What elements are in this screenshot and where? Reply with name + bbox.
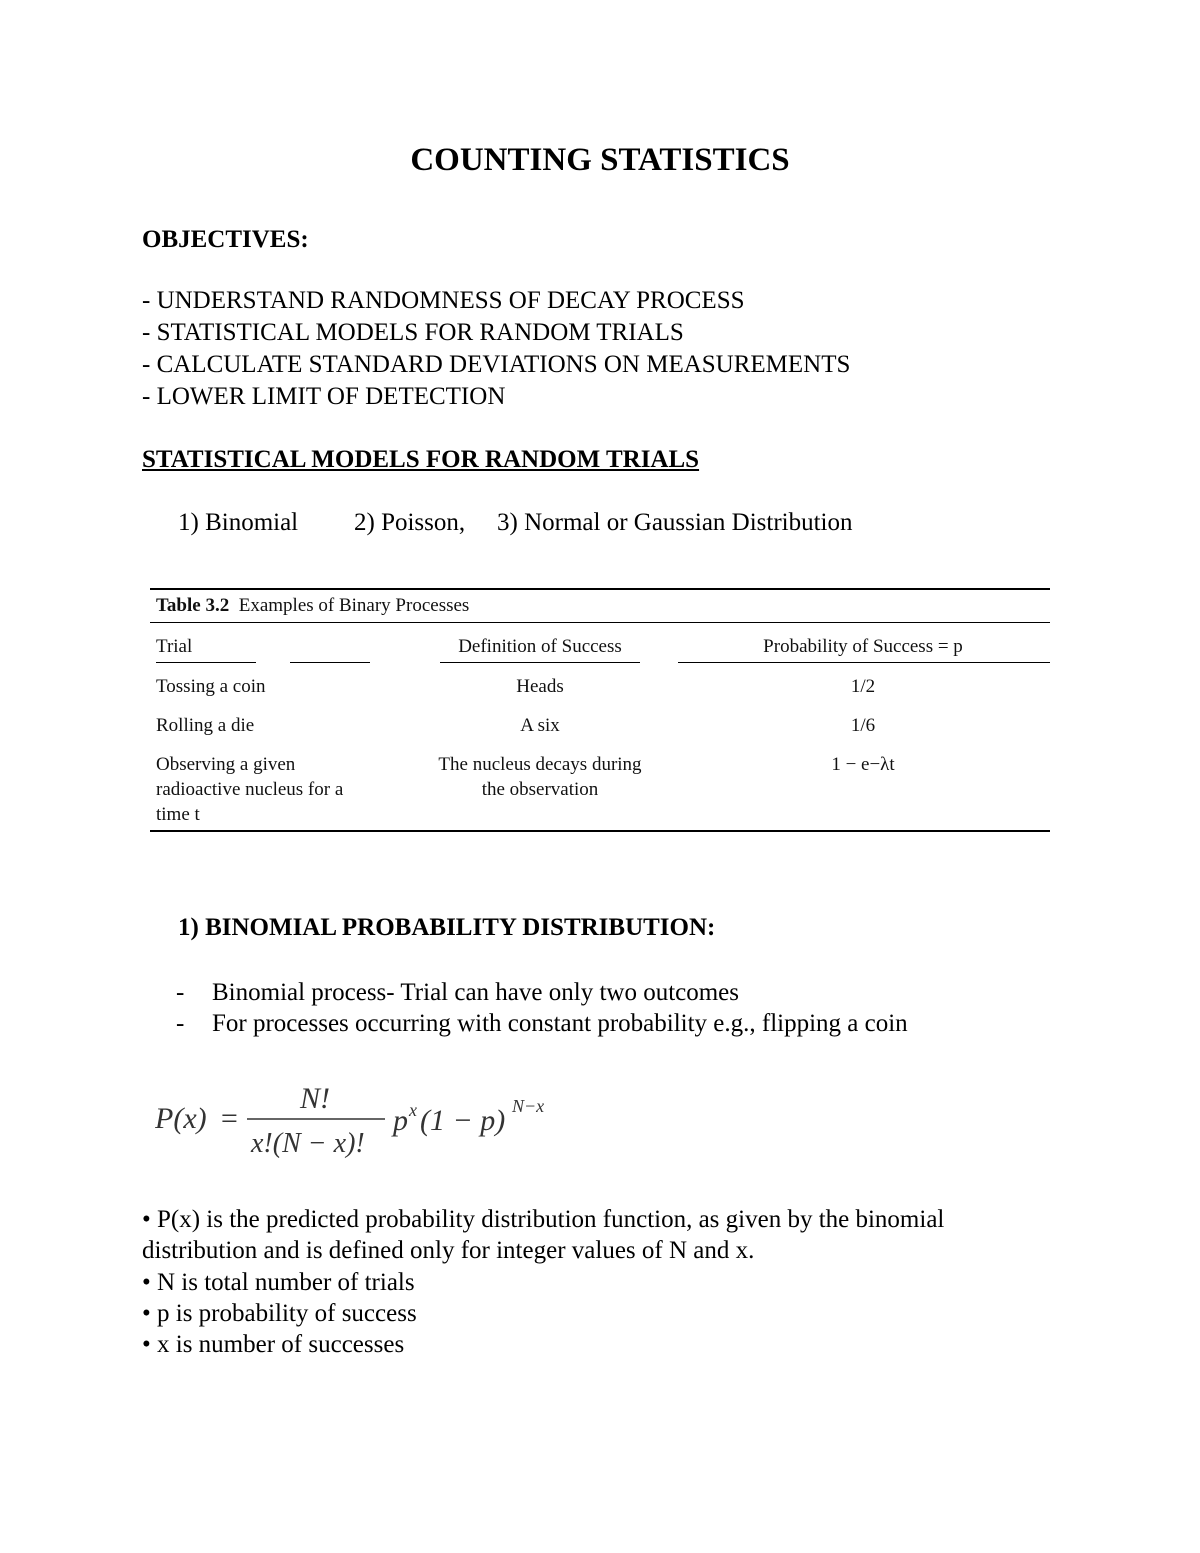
section-heading-models: STATISTICAL MODELS FOR RANDOM TRIALS bbox=[142, 446, 700, 473]
objective-item: - CALCULATE STANDARD DEVIATIONS ON MEASUREMENTS bbox=[142, 351, 851, 378]
binomial-point: - Binomial process- Trial can have only two outcomes bbox=[176, 979, 740, 1006]
document-title: COUNTING STATISTICS bbox=[410, 142, 790, 178]
objective-item: - UNDERSTAND RANDOMNESS OF DECAY PROCESS bbox=[142, 287, 745, 314]
table-caption-text: Examples of Binary Processes bbox=[238, 595, 470, 616]
header-underline bbox=[440, 662, 640, 663]
table-cell: Observing a given radioactive nucleus for a time t bbox=[156, 754, 344, 825]
table-header-trial: Trial bbox=[156, 636, 193, 657]
formula-denominator: x!(N − x)! bbox=[251, 1128, 365, 1159]
table-cell: 1/6 bbox=[850, 715, 876, 736]
distribution-list bbox=[178, 507, 853, 539]
definition-paragraph: • P(x) is the predicted probability distribution function, as given by the binomial distribution and is defined only for integer values of N and x. bbox=[142, 1206, 945, 1264]
formula-paren: (1 − p) bbox=[420, 1104, 506, 1137]
binomial-point-text: Binomial process- Trial can have only two outcomes bbox=[212, 979, 740, 1006]
distribution-item: 1) Binomial bbox=[178, 509, 299, 536]
distribution-item: 3) Normal or Gaussian Distribution bbox=[497, 509, 853, 536]
objectives-heading: OBJECTIVES: bbox=[142, 226, 309, 253]
objective-item: - LOWER LIMIT OF DETECTION bbox=[142, 383, 506, 410]
definition-item: • N is total number of trials bbox=[142, 1269, 415, 1296]
definition-item: • x is number of successes bbox=[142, 1331, 405, 1358]
formula-svg bbox=[155, 1082, 575, 1162]
table-cell: Heads bbox=[516, 676, 564, 697]
table-cell: Tossing a coin bbox=[156, 676, 266, 697]
table-cell: Rolling a die bbox=[156, 715, 255, 736]
formula-paren-exp: N−x bbox=[512, 1096, 545, 1116]
header-underline bbox=[290, 662, 370, 663]
table-cell: 1/2 bbox=[850, 676, 876, 697]
table-rule bbox=[150, 830, 1050, 832]
table-caption bbox=[156, 595, 469, 617]
formula-factor: p bbox=[393, 1104, 408, 1137]
table-rule bbox=[150, 588, 1050, 590]
binomial-point-text: For processes occurring with constant probability e.g., flipping a coin bbox=[212, 1010, 908, 1037]
formula-factor-exp: x bbox=[409, 1100, 417, 1120]
definition-item: • p is probability of success bbox=[142, 1300, 417, 1327]
header-underline bbox=[156, 662, 256, 663]
distribution-item: 2) Poisson, bbox=[354, 509, 466, 536]
formula-numerator: N! bbox=[300, 1082, 330, 1115]
table-cell: The nucleus decays during the observation bbox=[438, 754, 642, 800]
table-header-definition: Definition of Success bbox=[458, 636, 622, 657]
table-header-probability: Probability of Success = p bbox=[763, 636, 963, 657]
binomial-formula bbox=[155, 1082, 575, 1162]
formula-equals: = bbox=[219, 1102, 240, 1135]
table-caption-label: Table 3.2 bbox=[156, 595, 230, 616]
header-underline bbox=[678, 662, 1050, 663]
table-cell: 1 − e−λt bbox=[831, 754, 895, 775]
objective-item: - STATISTICAL MODELS FOR RANDOM TRIALS bbox=[142, 319, 684, 346]
formula-lhs: P(x) bbox=[155, 1102, 207, 1135]
table-rule bbox=[150, 622, 1050, 623]
table-cell: A six bbox=[520, 715, 560, 736]
binomial-point: - For processes occurring with constant probability e.g., flipping a coin bbox=[176, 1010, 908, 1037]
binomial-heading: 1) BINOMIAL PROBABILITY DISTRIBUTION: bbox=[178, 914, 716, 941]
